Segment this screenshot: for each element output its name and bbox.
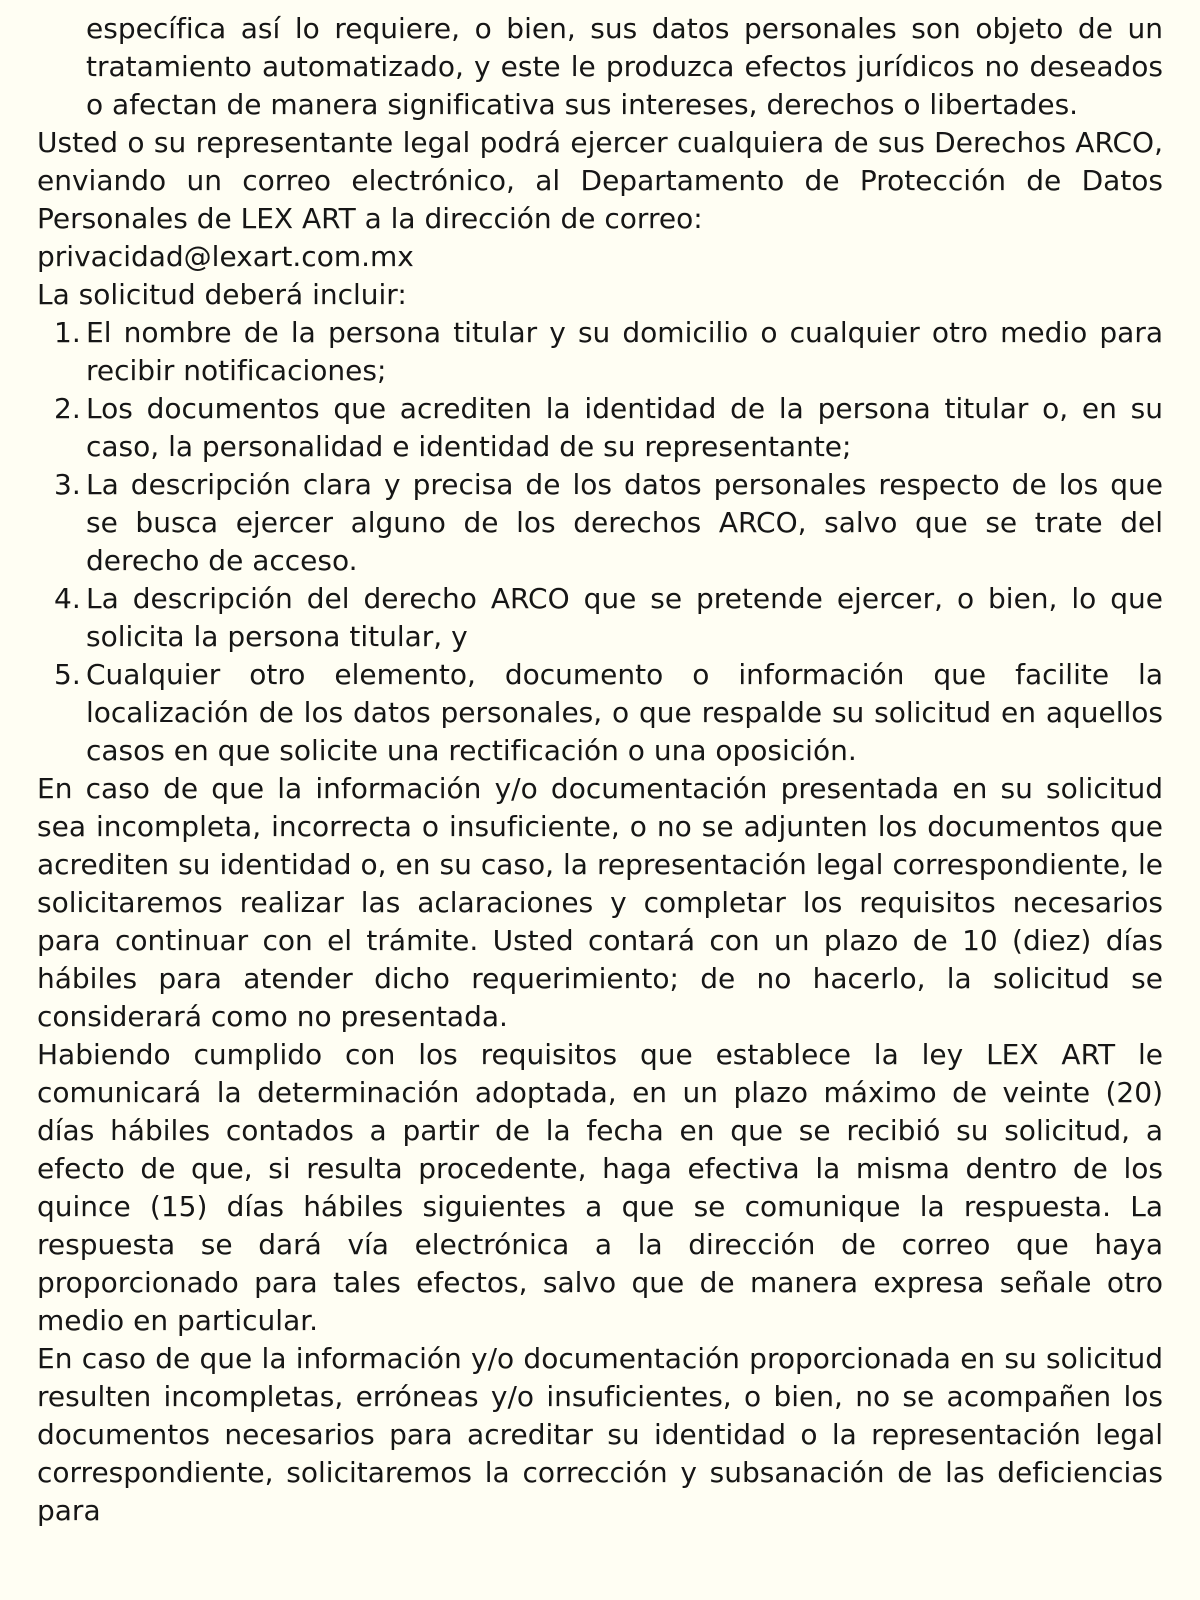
list-item [37,656,1163,770]
contact-email: privacidad@lexart.com.mx [37,240,414,273]
list-item-number: 5. [54,658,81,691]
list-item-number: 2. [54,392,81,425]
list-item-text: El nombre de la persona titular y su domicilio o cualquier otro medio para recibir notificaciones; [86,316,1163,387]
list-item [37,390,1163,466]
list-item [37,314,1163,390]
list-item [37,580,1163,656]
list-item-text: La descripción clara y precisa de los datos personales respecto de los que se busca ejercer alguno de los derechos ARCO, salvo que se trate del derecho de acceso. [86,468,1163,577]
list-item-text: La descripción del derecho ARCO que se pretende ejercer, o bien, lo que solicita la persona titular, y [86,582,1163,653]
paragraph-resolution-terms: Habiendo cumplido con los requisitos que establece la ley LEX ART le comunicará la determinación adoptada, en un plazo máximo de veinte (20) días hábiles contados a partir de la fecha en que se recibió su solicitud, a efecto de que, si resulta procedente, haga efectiva la misma dentro de los quince (15) días hábiles siguientes a que se comunique la respuesta. La respuesta se dará vía electrónica a la dirección de correo que haya proporcionado para tales efectos, salvo que de manera expresa señale otro medio en particular. [37,1038,1163,1337]
list-item-number: 1. [54,316,81,349]
request-requirements-list [37,314,1163,770]
list-item-text: Cualquier otro elemento, documento o información que facilite la localización de los datos personales, o que respalde su solicitud en aquellos casos en que solicite una rectificación o una oposición. [86,658,1163,767]
paragraph-automated-processing-continuation: específica así lo requiere, o bien, sus datos personales son objeto de un tratamiento automatizado, y este le produzca efectos jurídicos no deseados o afectan de manera significativa sus intereses, derechos o libertades. [86,12,1163,121]
paragraph-deficiencies-correction: En caso de que la información y/o documentación proporcionada en su solicitud resulten incompletas, erróneas y/o insuficientes, o bien, no se acompañen los documentos necesarios para acreditar su identidad o la representación legal correspondiente, solicitaremos la corrección y subsanación de las deficiencias para [37,1342,1163,1527]
list-item [37,466,1163,580]
list-item-number: 4. [54,582,81,615]
paragraph-incomplete-request: En caso de que la información y/o documentación presentada en su solicitud sea incompleta, incorrecta o insuficiente, o no se adjunten los documentos que acrediten su identidad o, en su caso, la representación legal correspondiente, le solicitaremos realizar las aclaraciones y completar los requisitos necesarios para continuar con el trámite. Usted contará con un plazo de 10 (diez) días hábiles para atender dicho requerimiento; de no hacerlo, la solicitud se considerará como no presentada. [37,772,1163,1033]
list-item-number: 3. [54,468,81,501]
request-intro: La solicitud deberá incluir: [37,278,407,311]
paragraph-arco-rights-exercise: Usted o su representante legal podrá ejercer cualquiera de sus Derechos ARCO, enviando un correo electrónico, al Departamento de Protección de Datos Personales de LEX ART a la dirección de correo: [37,126,1163,235]
list-item-text: Los documentos que acrediten la identidad de la persona titular o, en su caso, la personalidad e identidad de su representante; [86,392,1163,463]
